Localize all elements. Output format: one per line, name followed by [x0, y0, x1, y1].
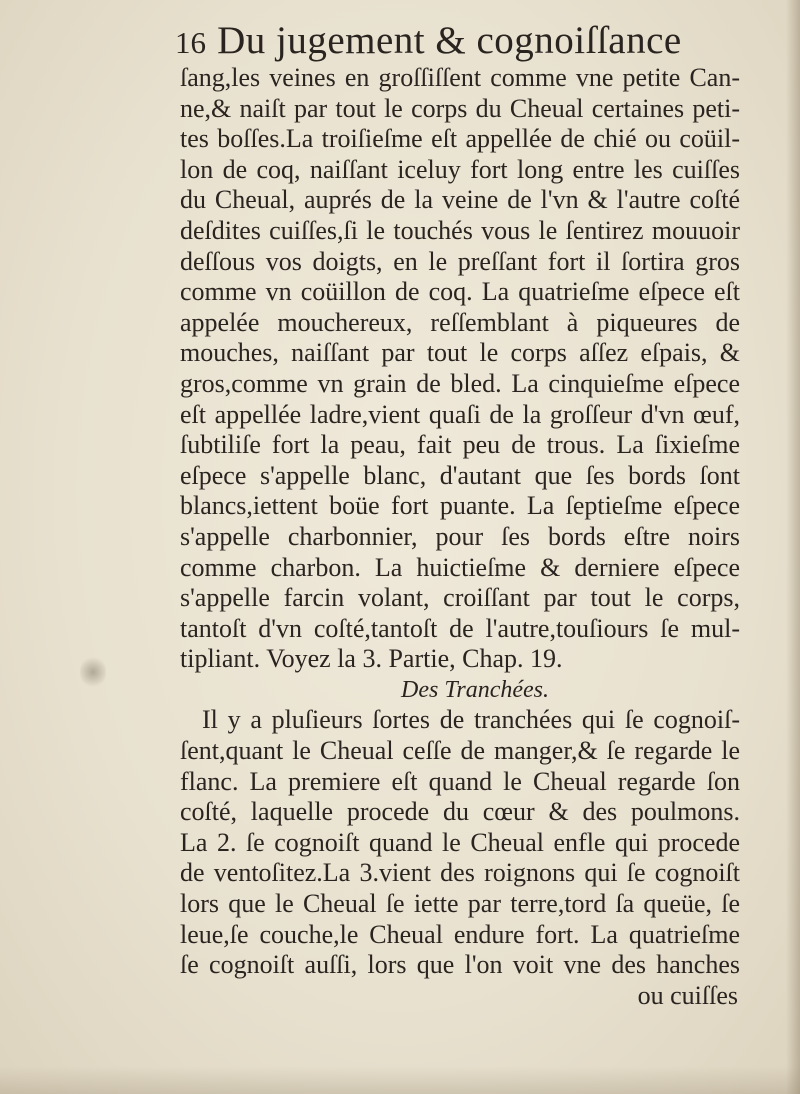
paper-stain — [80, 655, 106, 689]
text-line: La 2. ſe cognoiſt quand le Cheual enfle qui procede — [180, 827, 740, 857]
text-line: blancs,iettent boüe fort puante. La ſeptieſme eſpece — [180, 491, 740, 521]
text-line: deſſous vos doigts, en le preſſant fort il ſortira gros — [180, 246, 740, 276]
text-block — [180, 63, 740, 1011]
page-bottom-shadow — [0, 1066, 800, 1094]
text-line: leue,ſe couche,le Cheual endure fort. La quatrieſme — [180, 919, 740, 949]
page-edge-shadow — [786, 0, 800, 1094]
text-line: tantoſt d'vn coſté,tantoſt de l'autre,touſiours ſe mul- — [180, 613, 740, 643]
text-line: lon de coq, naiſſant iceluy fort long entre les cuiſſes — [180, 154, 740, 184]
paragraph-farcin — [180, 63, 740, 675]
text-line: comme vn coüillon de coq. La quatrieſme eſpece eſt — [180, 277, 740, 307]
text-line: lors que le Cheual ſe iette par terre,tord ſa queüe, ſe — [180, 889, 740, 919]
text-line: ſe cognoiſt auſſi, lors que l'on voit vne des hanches — [180, 950, 740, 980]
text-line: gros,comme vn grain de bled. La cinquieſme eſpece — [180, 368, 740, 398]
section-heading: Des Tranchées. — [401, 676, 549, 703]
running-title: Du jugement & cognoiſſance — [217, 19, 682, 62]
text-line: coſté, laquelle procede du cœur & des poulmons. — [180, 797, 740, 827]
text-line: Il y a pluſieurs ſortes de tranchées qui ſe cognoiſ- — [202, 705, 740, 735]
text-line: ne,& naiſt par tout le corps du Cheual certaines peti- — [180, 93, 740, 123]
text-line: s'appelle farcin volant, croiſſant par tout le corps, — [180, 583, 740, 613]
text-line: appelée mouchereux, reſſemblant à piqueures de — [180, 307, 740, 337]
page-number: 16 — [175, 25, 206, 60]
page-header — [175, 18, 735, 66]
text-line: ſent,quant le Cheual ceſſe de manger,& ſe regarde le — [180, 736, 740, 766]
text-line: ſang,les veines en groſſiſſent comme vne petite Can- — [180, 63, 740, 92]
text-line: du Cheual, auprés de la veine de l'vn & l'autre coſté — [180, 185, 740, 215]
paragraph-tranchees — [180, 705, 740, 980]
catchword: ou cuiſſes — [637, 980, 738, 1010]
text-line: ſubtiliſe fort la peau, fait peu de trous. La ſixieſme — [180, 430, 740, 460]
text-line: de ventoſitez.La 3.vient des roignons qui ſe cognoiſt — [180, 858, 740, 888]
text-line: eſpece s'appelle blanc, d'autant que ſes bords ſont — [180, 460, 740, 490]
text-line: tipliant. Voyez la 3. Partie, Chap. 19. — [180, 644, 563, 674]
text-line: s'appelle charbonnier, pour ſes bords eſtre noirs — [180, 521, 740, 551]
text-line: flanc. La premiere eſt quand le Cheual regarde ſon — [180, 766, 740, 796]
text-line: comme charbon. La huictieſme & derniere eſpece — [180, 552, 740, 582]
text-line: tes boſſes.La troiſieſme eſt appellée de chié ou coüil- — [180, 124, 740, 154]
text-line: eſt appellée ladre,vient quaſi de la groſſeur d'vn œuf, — [180, 399, 740, 429]
text-line: mouches, naiſſant par tout le corps aſſez eſpais, & — [180, 338, 740, 368]
text-line: deſdites cuiſſes,ſi le touchés vous le ſentirez mouuoir — [180, 215, 740, 245]
